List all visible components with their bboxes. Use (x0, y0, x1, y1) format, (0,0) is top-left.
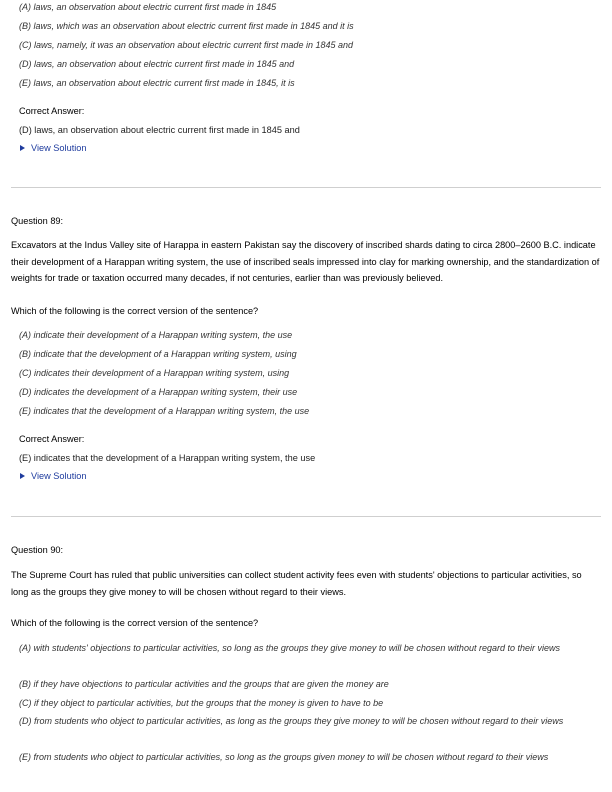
q90-option-a[interactable]: (A) with students' objections to particular activities, so long as the groups they give money to will be chosen without regard to their views (19, 643, 560, 653)
q90-option-e[interactable]: (E) from students who object to particular activities, so long as the groups given money to will be chosen without regard to their views (19, 752, 549, 762)
q89-option-e[interactable]: (E) indicates that the development of a Harappan writing system, the use (19, 406, 310, 416)
prev-correct-answer-label: Correct Answer: (19, 106, 85, 116)
q89-option-a[interactable]: (A) indicate their development of a Harappan writing system, the use (19, 330, 293, 340)
q89-view-solution-link[interactable] (19, 471, 87, 481)
prev-option-d: (D) laws, an observation about electric current first made in 1845 and (19, 59, 295, 69)
prev-view-solution-label: View Solution (31, 143, 87, 153)
q89-option-b[interactable]: (B) indicate that the development of a Harappan writing system, using (19, 349, 297, 359)
q89-option-c[interactable]: (C) indicates their development of a Harappan writing system, using (19, 368, 290, 378)
divider (11, 187, 601, 188)
q89-correct-answer: (E) indicates that the development of a Harappan writing system, the use (19, 453, 316, 463)
question-90-heading: Question 90: (11, 545, 64, 555)
prev-view-solution-link[interactable] (19, 143, 87, 153)
triangle-right-icon (20, 145, 25, 151)
question-89-stem: Excavators at the Indus Valley site of Harappa in eastern Pakistan say the discovery of inscribed shards dating to circa 2800–2600 B.C. indicate their development of a Harappan writing system, the use of inscribed seals impressed into clay for marking ownership, and the standardization of weights for trade or taxation occurred many decades, if not centuries, earlier than was previously believed. (11, 240, 600, 283)
q89-option-d[interactable]: (D) indicates the development of a Harappan writing system, their use (19, 387, 298, 397)
prev-correct-answer: (D) laws, an observation about electric current first made in 1845 and (19, 125, 300, 135)
q89-view-solution-label: View Solution (31, 471, 87, 481)
question-89-prompt: Which of the following is the correct version of the sentence? (11, 306, 259, 316)
q90-option-c[interactable]: (C) if they object to particular activities, but the groups that the money is given to have to be (19, 698, 384, 708)
q89-correct-answer-label: Correct Answer: (19, 434, 85, 444)
prev-option-c: (C) laws, namely, it was an observation about electric current first made in 1845 and (19, 40, 353, 50)
prev-option-e: (E) laws, an observation about electric current first made in 1845, it is (19, 78, 295, 88)
q90-option-d[interactable]: (D) from students who object to particular activities, as long as the groups they give money to will be chosen without regard to their views (19, 716, 564, 726)
triangle-right-icon (20, 473, 25, 479)
prev-option-b: (B) laws, which was an observation about electric current first made in 1845 and it is (19, 21, 354, 31)
question-90-stem: The Supreme Court has ruled that public universities can collect student activity fees even with students' objections to particular activities, so long as the groups they give money to will be chosen without regard to their views. (11, 570, 582, 597)
prev-option-a: (A) laws, an observation about electric current first made in 1845 (19, 2, 277, 12)
question-90-prompt: Which of the following is the correct version of the sentence? (11, 618, 259, 628)
divider (11, 516, 601, 517)
question-89-heading: Question 89: (11, 216, 64, 226)
q90-option-b[interactable]: (B) if they have objections to particular activities and the groups that are given the money are (19, 679, 389, 689)
